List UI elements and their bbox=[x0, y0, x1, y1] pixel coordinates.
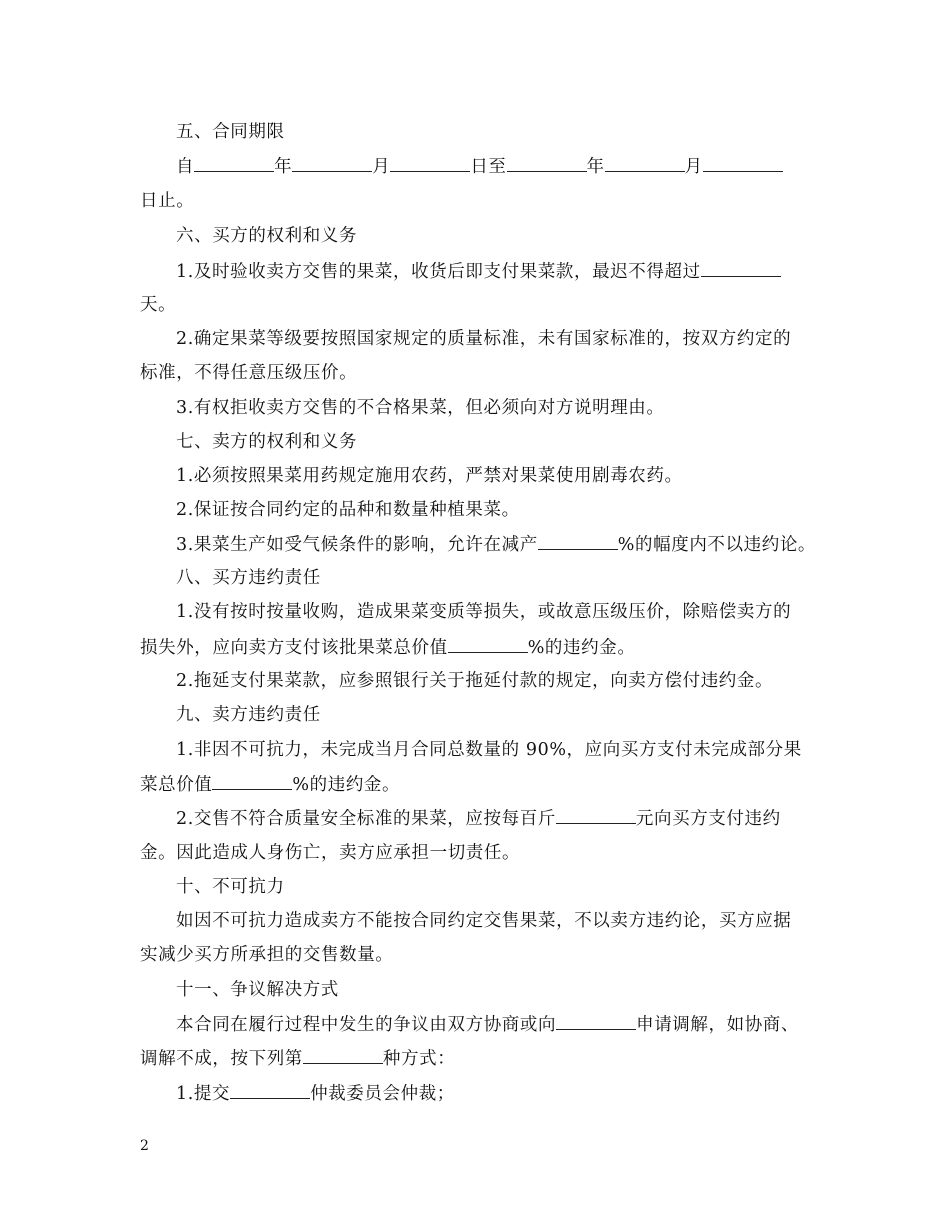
page-number: 2 bbox=[140, 1138, 149, 1154]
paragraph-line: 调解不成，按下列第 种方式： bbox=[140, 1046, 830, 1071]
paragraph-line: 天。 bbox=[140, 295, 177, 315]
paragraph-line: 菜总价值 %的违约金。 bbox=[140, 772, 830, 797]
paragraph-line: 损失外，应向卖方支付该批果菜总价值 %的违约金。 bbox=[140, 635, 830, 660]
blank-field[interactable] bbox=[556, 806, 636, 824]
blank-field[interactable] bbox=[194, 154, 274, 172]
paragraph-line: 实减少买方所承担的交售数量。 bbox=[140, 945, 394, 965]
blank-field[interactable] bbox=[212, 772, 292, 790]
clause-line: 1.必须按照果菜用药规定施用农药，严禁对果菜使用剧毒农药。 bbox=[176, 466, 683, 486]
section-9-heading: 九、卖方违约责任 bbox=[176, 705, 321, 725]
clause-line: 1.及时验收卖方交售的果菜，收货后即支付果菜款，最迟不得超过 bbox=[176, 259, 866, 284]
clause-line: 1.提交 仲裁委员会仲裁； bbox=[176, 1081, 866, 1106]
section-6-heading: 六、买方的权利和义务 bbox=[176, 226, 357, 246]
clause-line: 3.有权拒收卖方交售的不合格果菜，但必须向对方说明理由。 bbox=[176, 398, 665, 418]
blank-field[interactable] bbox=[448, 635, 528, 653]
blank-field[interactable] bbox=[538, 532, 618, 550]
blank-field[interactable] bbox=[303, 1046, 383, 1064]
section-5-heading: 五、合同期限 bbox=[176, 122, 285, 142]
blank-field[interactable] bbox=[230, 1081, 310, 1099]
paragraph-line: 日止。 bbox=[140, 191, 195, 211]
paragraph-line: 金。因此造成人身伤亡，卖方应承担一切责任。 bbox=[140, 843, 521, 863]
clause-line: 2.拖延支付果菜款，应参照银行关于拖延付款的规定，向卖方偿付违约金。 bbox=[176, 671, 774, 691]
paragraph-line: 标准，不得任意压级压价。 bbox=[140, 363, 358, 383]
section-10-heading: 十、不可抗力 bbox=[176, 877, 285, 897]
section-11-heading: 十一、争议解决方式 bbox=[176, 980, 339, 1000]
clause-line: 2.交售不符合质量安全标准的果菜，应按每百斤 元向买方支付违约 bbox=[176, 806, 866, 831]
clause-line: 如因不可抗力造成卖方不能按合同约定交售果菜，不以卖方违约论，买方应据 bbox=[176, 911, 792, 931]
clause-line: 本合同在履行过程中发生的争议由双方协商或向 申请调解，如协商、 bbox=[176, 1012, 866, 1037]
clause-line: 1.非因不可抗力，未完成当月合同总数量的 90%，应向买方支付未完成部分果 bbox=[176, 740, 802, 760]
section-8-heading: 八、买方违约责任 bbox=[176, 568, 321, 588]
blank-field[interactable] bbox=[556, 1012, 636, 1030]
clause-line: 3.果菜生产如受气候条件的影响，允许在减产 %的幅度内不以违约论。 bbox=[176, 532, 866, 557]
blank-field[interactable] bbox=[701, 259, 781, 277]
blank-field[interactable] bbox=[507, 154, 587, 172]
blank-field[interactable] bbox=[703, 154, 783, 172]
blank-field[interactable] bbox=[605, 154, 685, 172]
blank-field[interactable] bbox=[390, 154, 470, 172]
contract-term-line: 自 年 月 日至 年 月 bbox=[176, 154, 866, 179]
clause-line: 2.保证按合同约定的品种和数量种植果菜。 bbox=[176, 500, 520, 520]
clause-line: 2.确定果菜等级要按照国家规定的质量标准，未有国家标准的，按双方约定的 bbox=[176, 329, 792, 349]
section-7-heading: 七、卖方的权利和义务 bbox=[176, 432, 357, 452]
blank-field[interactable] bbox=[292, 154, 372, 172]
clause-line: 1.没有按时按量收购，造成果菜变质等损失，或故意压级压价，除赔偿卖方的 bbox=[176, 602, 792, 622]
